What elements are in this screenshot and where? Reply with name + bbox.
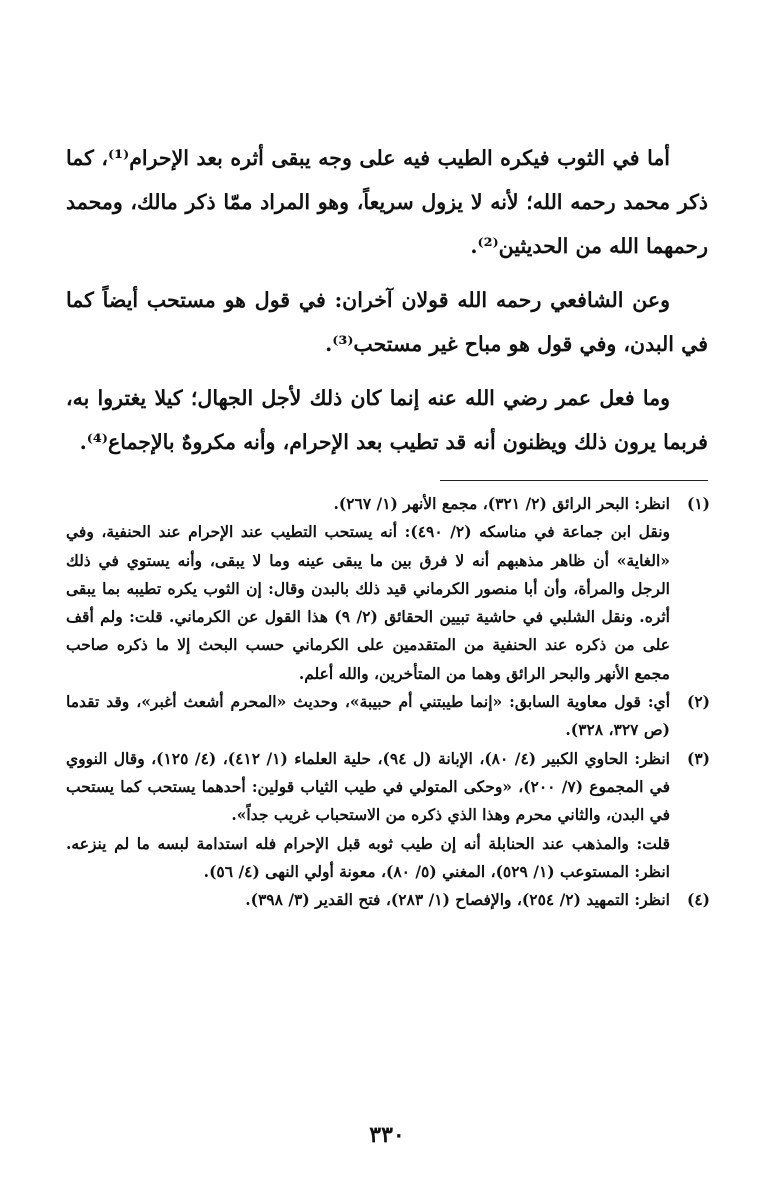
footnote-text: ونقل ابن جماعة في مناسكه (٢/ ٤٩٠): أنه يستحب التطيب عند الإحرام عند الحنفية، وفي «الغاية» أن ظاهر مذهبهم أنه لا فرق بين ما يبقى عينه وما لا يبقى، وأنه يستوي في ذلك الرجل والمرأة، وأن أبا منصور الكرماني قيد ذلك بالبدن وقال: إن الثوب يكره تطيبه بما يبقى أثره. ونقل الشلبي في حاشية تبيين الحقائق (٢/ ٩) هذا القول عن الكرماني. قلت: ولم أقف على من ذكره عند الحنفية من المتقدمين على الكرماني حسب البحث إلا ما ذكره صاحب مجمع الأنهر والبحر الرائق وهما من المتأخرين، والله أعلم. [66, 522, 671, 683]
body-paragraph: وعن الشافعي رحمه الله قولان آخران: في قول هو مستحب أيضاً كما في البدن، وفي قول هو مباح غير مستحب⁽³⁾. [66, 288, 708, 356]
footnote-4 [66, 886, 710, 914]
body-paragraph: أما في الثوب فيكره الطيب فيه على وجه يبقى أثره بعد الإحرام⁽¹⁾، كما ذكر محمد رحمه الله؛ لأنه لا يزول سريعاً، وهو المراد ممّا ذكر مالك، ومحمد رحمهما الله من الحديثين⁽²⁾. [66, 146, 708, 258]
footnote-text: أي: قول معاوية السابق: «إنما طيبتني أم حبيبة»، وحديث «المحرم أشعث أغبر»، وقد تقدما (ص ٣٢٧، ٣٢٨). [66, 692, 670, 740]
footnote-text: انظر: الحاوي الكبير (٤/ ٨٠)، الإبانة (ل ٩٤)، حلية العلماء (١/ ٤١٢)، (٤/ ١٢٥)، وقال النووي في المجموع (٧/ ٢٠٠)، «وحكى المتولي في طيب الثياب قولين: أحدهما يستحب كما يستحب في البدن، والثاني محرم وهذا الذي ذكره من الاستحباب غريب جداً». [66, 748, 670, 825]
body-paragraph: وما فعل عمر رضي الله عنه إنما كان ذلك لأجل الجهال؛ كيلا يغتروا به، فربما يرون ذلك ويظنون أنه قد تطيب بعد الإحرام، وأنه مكروهٌ بالإجماع⁽⁴⁾. [66, 386, 708, 454]
footnote-text: قلت: والمذهب عند الحنابلة أنه إن طيب ثوبه قبل الإحرام فله استدامة لبسه ما لم ينزعه. انظر: المستوعب (١/ ٥٢٩)، المغني (٥/ ٨٠)، معونة أولي النهى (٤/ ٥٦). [66, 833, 670, 881]
footnote-number: (٣) [686, 748, 710, 768]
footnote-number: (٢) [686, 692, 710, 712]
footnote-1 [66, 490, 710, 688]
footnote-text: انظر: البحر الرائق (٢/ ٣٢١)، مجمع الأنهر (١/ ٢٦٧). [333, 494, 670, 513]
footnote-3 [66, 745, 710, 886]
footnote-number: (١) [686, 494, 710, 513]
main-text [66, 136, 708, 474]
footnote-text: انظر: التمهيد (٢/ ٢٥٤)، والإفصاح (١/ ٢٨٣)، فتح القدير (٣/ ٣٩٨). [245, 890, 670, 910]
footnote-number: (٤) [686, 890, 710, 910]
footnotes [66, 490, 710, 914]
footnote-divider [440, 480, 708, 481]
footnote-2 [66, 688, 710, 745]
page-number: ٣٣٠ [369, 1122, 405, 1148]
